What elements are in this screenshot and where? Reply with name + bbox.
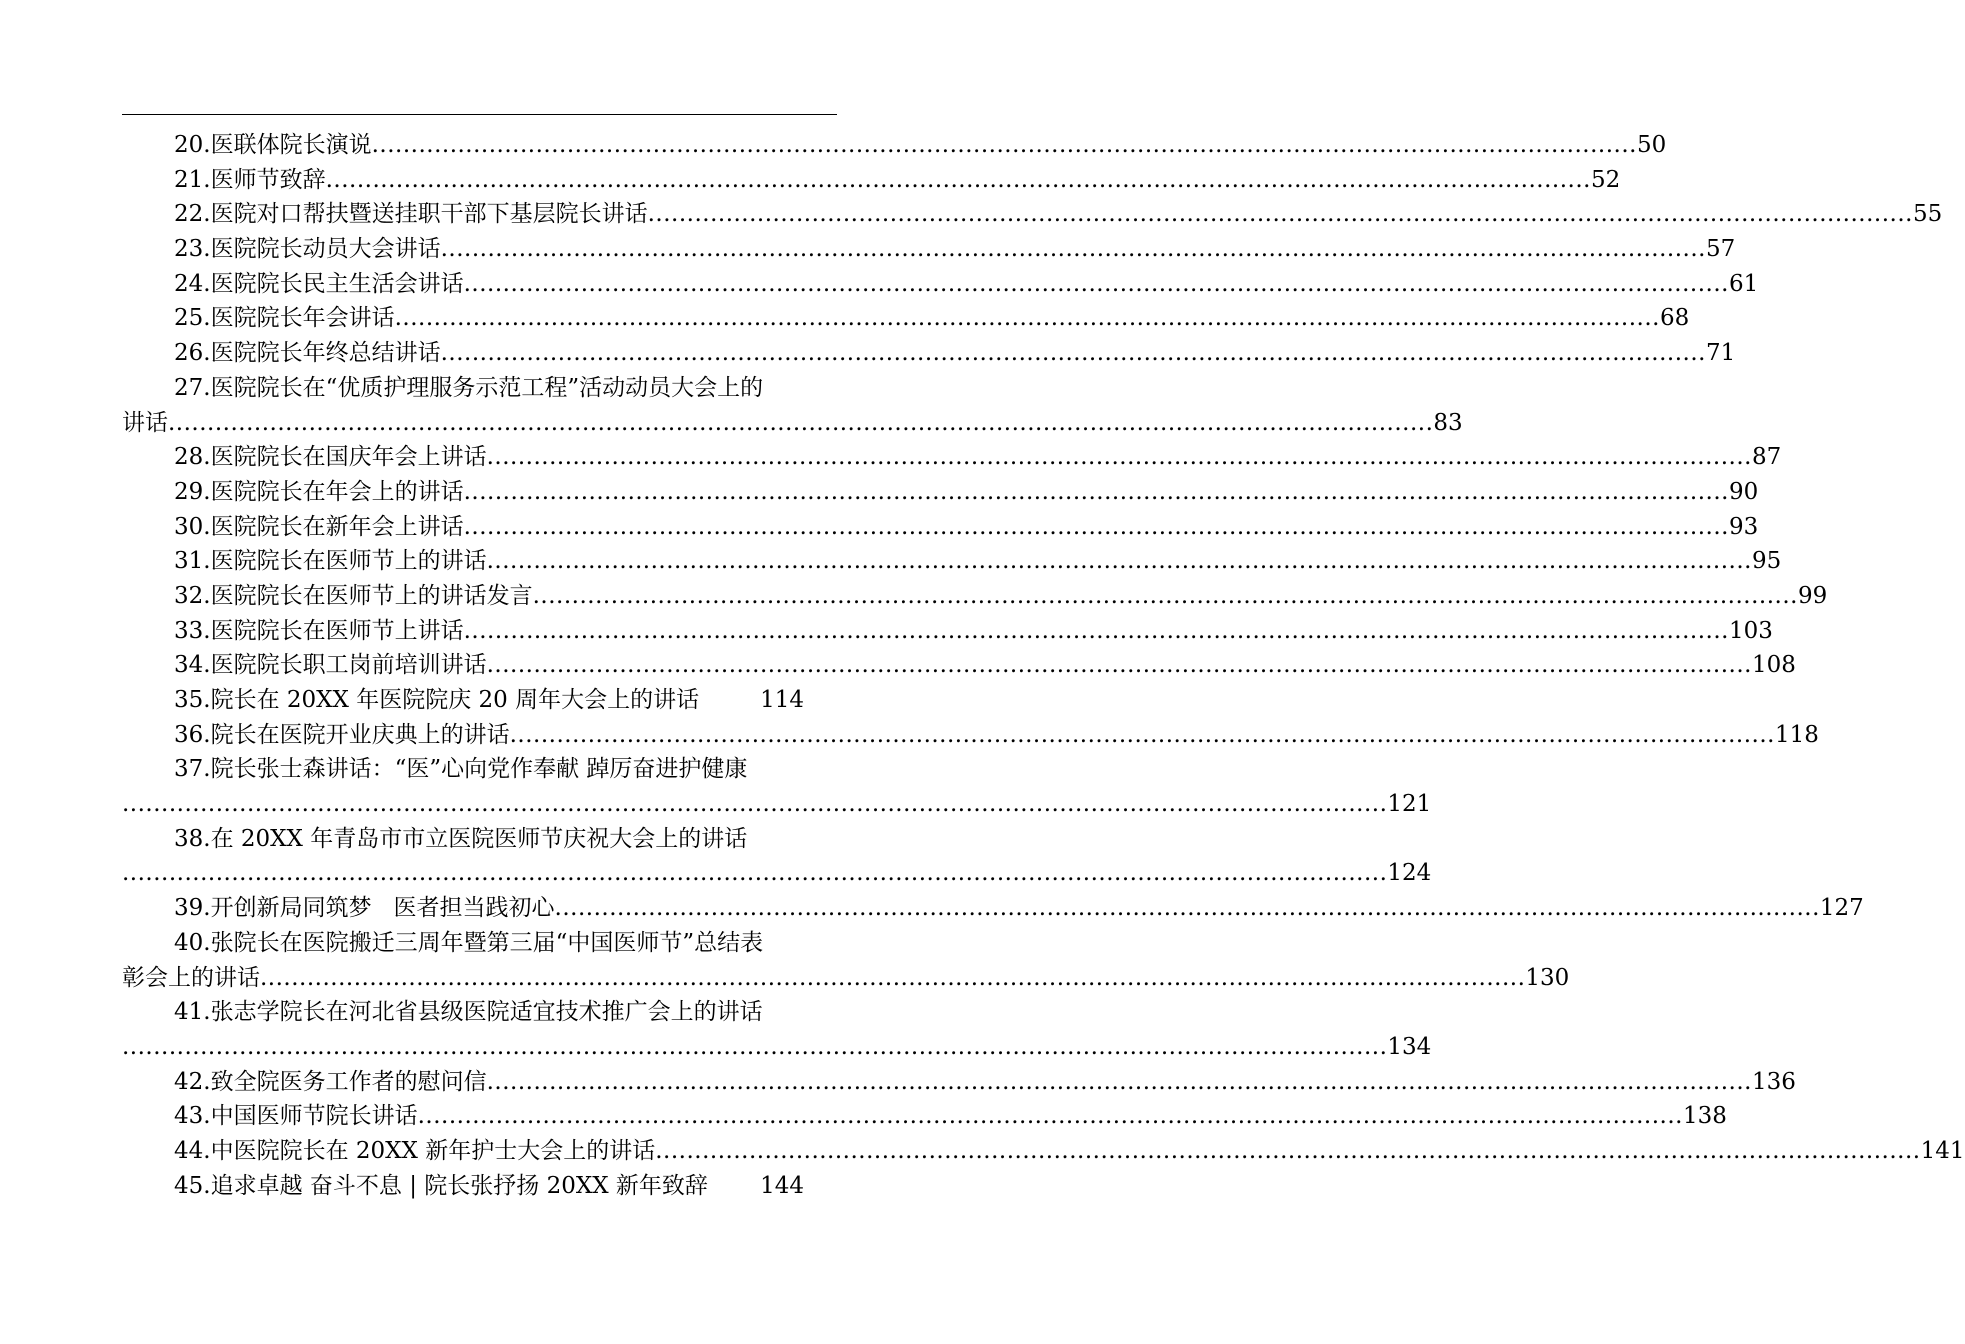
toc-entry-title: 30.医院院长在新年会上讲话 [174,513,464,540]
toc-dot-leader [699,683,760,718]
toc-entry-title: 25.医院院长年会讲话 [174,305,395,332]
toc-page-number: 57 [1705,236,1736,263]
toc-dot-leader: .................................................................................................................................................................. [440,236,1706,263]
table-of-contents [122,128,1965,1203]
toc-page-number: 121 [1387,791,1432,818]
toc-page-number: 95 [1751,548,1782,575]
toc-entry-23[interactable] [174,232,1736,267]
toc-entry-title: 41.张志学院长在河北省县级医院适宜技术推广会上的讲话 [174,999,763,1026]
toc-page-number: 99 [1797,582,1828,609]
toc-entry-36[interactable] [174,718,1819,753]
toc-page-number: 52 [1590,166,1621,193]
toc-page-number: 134 [1387,1033,1432,1060]
toc-dot-leader: .................................................................................................................................................................. [371,132,1637,158]
toc-entry-title: 21.医师节致辞 [174,166,326,193]
toc-dot-leader: .................................................................................................................................................................. [122,860,1388,887]
toc-entry-title: 27.医院院长在“优质护理服务示范工程”活动动员大会上的 [174,374,764,401]
toc-entry-title: 35.院长在 20XX 年医院院庆 20 周年大会上的讲话 [174,687,700,713]
toc-entry-31[interactable] [174,544,1782,579]
toc-dot-leader: .................................................................................................................................................................. [394,305,1660,332]
toc-dot-leader [708,1169,760,1204]
toc-dot-leader: .................................................................................................................................................................. [325,166,1591,193]
toc-entry-39[interactable] [174,891,1864,926]
toc-entry-title-continued: 彰会上的讲话 [122,964,260,991]
toc-entry-title: 23.医院院长动员大会讲话 [174,236,441,263]
toc-dot-leader: .................................................................................................................................................................. [463,513,1729,540]
toc-entry-title: 33.医院院长在医师节上讲话 [174,617,464,644]
toc-dot-leader: .................................................................................................................................................................. [647,201,1913,228]
toc-entry-title: 34.医院院长职工岗前培训讲话 [174,652,487,679]
toc-entry-43[interactable] [174,1099,1727,1134]
toc-entry-33[interactable] [174,614,1773,649]
toc-entry-title: 43.中国医师节院长讲话 [174,1103,418,1130]
toc-page-number: 124 [1387,860,1432,887]
toc-dot-leader: .................................................................................................................................................................. [122,791,1388,818]
toc-dot-leader: .................................................................................................................................................................. [655,1137,1921,1164]
toc-entry-title: 32.医院院长在医师节上的讲话发言 [174,582,533,609]
toc-page-number: 50 [1636,132,1667,158]
toc-entry-title: 20.医联体院长演说 [174,132,372,158]
toc-entry-41-line1[interactable] [174,995,837,1030]
toc-entry-37-line2[interactable] [122,787,1432,822]
toc-entry-29[interactable] [174,475,1759,510]
toc-dot-leader: .................................................................................................................................................................. [486,652,1752,679]
toc-page-number: 61 [1728,270,1759,297]
toc-entry-title: 28.医院院长在国庆年会上讲话 [174,444,487,471]
toc-dot-leader: .................................................................................................................................................................. [440,340,1706,367]
toc-page-number: 136 [1751,1068,1796,1095]
toc-entry-title: 24.医院院长民主生活会讲话 [174,270,464,297]
toc-entry-40-line1[interactable] [174,926,837,961]
header-rule [122,114,837,115]
toc-page-number: 90 [1728,478,1759,505]
toc-entry-title: 38.在 20XX 年青岛市市立医院医师节庆祝大会上的讲话 [174,825,748,852]
toc-entry-38-line2[interactable] [122,856,1432,891]
toc-dot-leader: .................................................................................................................................................................. [509,721,1775,748]
toc-entry-42[interactable] [174,1065,1796,1100]
toc-dot-leader: .................................................................................................................................................................. [463,478,1729,505]
toc-page-number: 68 [1659,305,1690,332]
toc-page-number: 118 [1774,721,1819,748]
toc-dot-leader: .................................................................................................................................................................. [486,1068,1752,1095]
toc-dot-leader: .................................................................................................................................................................. [486,444,1752,471]
toc-entry-title: 26.医院院长年终总结讲话 [174,340,441,367]
toc-entry-25[interactable] [174,301,1690,336]
toc-dot-leader: .................................................................................................................................................................. [486,548,1752,575]
toc-page-number: 83 [1433,409,1463,436]
toc-entry-27-line2[interactable] [122,406,1463,441]
toc-entry-38-line1[interactable] [174,822,837,857]
toc-page-number: 55 [1912,201,1943,228]
toc-entry-34[interactable] [174,648,1796,683]
toc-entry-41-line2[interactable] [122,1030,1432,1065]
toc-entry-45[interactable] [174,1169,804,1204]
toc-page-number: 93 [1728,513,1759,540]
toc-dot-leader: .................................................................................................................................................................. [417,1103,1683,1130]
toc-entry-title: 22.医院对口帮扶暨送挂职干部下基层院长讲话 [174,201,648,228]
toc-entry-title-continued: 讲话 [122,409,168,436]
toc-page-number: 114 [760,687,804,713]
toc-entry-27-line1[interactable] [174,371,837,406]
toc-entry-32[interactable] [174,579,1828,614]
toc-page-number: 144 [760,1172,804,1199]
toc-entry-20[interactable] [174,128,1667,163]
toc-entry-26[interactable] [174,336,1736,371]
toc-dot-leader: .................................................................................................................................................................. [122,1033,1388,1060]
toc-entry-40-line2[interactable] [122,961,1570,996]
toc-page-number: 87 [1751,444,1782,471]
toc-entry-title: 40.张院长在医院搬迁三周年暨第三届“中国医师节”总结表 [174,929,764,956]
toc-entry-37-line1[interactable] [174,752,837,787]
toc-page-number: 138 [1682,1103,1727,1130]
toc-entry-title: 36.院长在医院开业庆典上的讲话 [174,721,510,748]
toc-entry-title: 42.致全院医务工作者的慰问信 [174,1068,487,1095]
toc-page-number: 127 [1819,895,1864,922]
toc-dot-leader: .................................................................................................................................................................. [463,270,1729,297]
toc-entry-title: 44.中医院院长在 20XX 新年护士大会上的讲话 [174,1137,656,1164]
toc-entry-24[interactable] [174,267,1759,302]
toc-page-number: 71 [1705,340,1736,367]
toc-dot-leader: .................................................................................................................................................................. [554,895,1820,922]
toc-entry-title: 29.医院院长在年会上的讲话 [174,478,464,505]
toc-page-number: 103 [1728,617,1773,644]
toc-dot-leader: .................................................................................................................................................................. [260,964,1526,991]
toc-entry-title: 45.追求卓越 奋斗不息 | 院长张抒扬 20XX 新年致辞 [174,1172,708,1199]
toc-dot-leader: .................................................................................................................................................................. [168,409,1434,436]
toc-entry-44[interactable] [174,1134,1965,1169]
toc-page-number: 141 [1920,1137,1965,1164]
toc-entry-28[interactable] [174,440,1782,475]
toc-entry-22[interactable] [174,197,1943,232]
toc-entry-title: 37.院长张士森讲话：“医”心向党作奉献 踔厉奋进护健康 [174,756,748,783]
toc-entry-35[interactable] [174,683,804,718]
toc-entry-21[interactable] [174,163,1621,198]
toc-dot-leader: .................................................................................................................................................................. [463,617,1729,644]
toc-page-number: 108 [1751,652,1796,679]
toc-entry-30[interactable] [174,510,1759,545]
toc-page-number: 130 [1525,964,1570,991]
toc-entry-title: 39.开创新局同筑梦 医者担当践初心 [174,895,555,922]
toc-dot-leader: .................................................................................................................................................................. [532,582,1798,609]
toc-entry-title: 31.医院院长在医师节上的讲话 [174,548,487,575]
